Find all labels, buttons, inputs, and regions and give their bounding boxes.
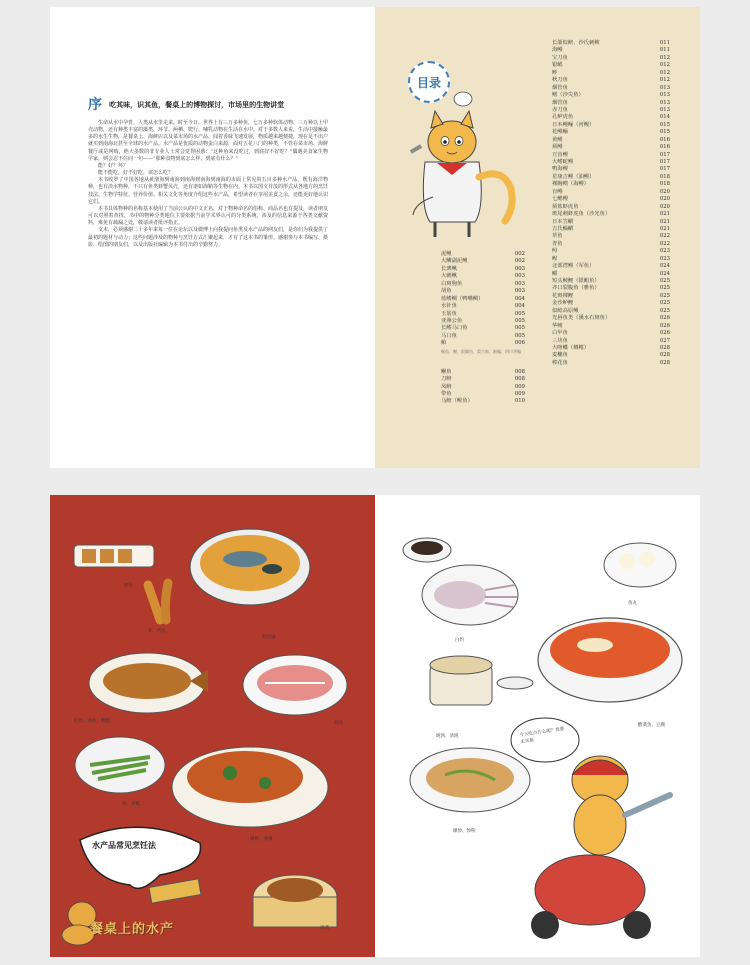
toc-entry-page: 028 bbox=[659, 344, 670, 351]
toc-badge: 目录 bbox=[408, 61, 450, 103]
toc-entry bbox=[552, 300, 670, 307]
toc-entry bbox=[552, 315, 670, 322]
toc-entry-name: 须鲨虾虎鱼 bbox=[552, 203, 579, 210]
toc-entry-name: 烟管鱼 bbox=[552, 99, 568, 106]
cat-head-icon bbox=[428, 121, 476, 163]
toc-entry-name: 凤鲚 bbox=[441, 383, 452, 390]
toc-entry-page: 008 bbox=[514, 368, 525, 375]
toc-entry-name: 花鳗鲡 bbox=[552, 129, 568, 136]
speech-bubble-icon bbox=[454, 92, 472, 106]
toc-entry-name: 玉筋鱼 bbox=[441, 310, 457, 317]
toc-entry bbox=[552, 219, 670, 226]
toc-entry-page: 011 bbox=[659, 40, 670, 46]
toc-entry bbox=[552, 40, 670, 47]
preface-paragraph: 能不能吃，好不好吃，该怎么吃？ bbox=[98, 170, 174, 177]
toc-entry-name: 水针鱼 bbox=[441, 303, 457, 310]
toc-entry-name: 鳚 bbox=[552, 270, 558, 277]
toc-entry-name: 麦穗鱼 bbox=[552, 352, 568, 359]
knife-icon bbox=[410, 144, 422, 153]
stir-fry-greens-icon bbox=[75, 737, 165, 793]
food-label: 鱼丸 bbox=[628, 601, 637, 606]
toc-entry bbox=[552, 92, 670, 99]
toc-entry-name: 须鳗 bbox=[552, 144, 563, 151]
toc-entry-name: 蓝鳍鲷（鸭嘴鲷） bbox=[441, 295, 484, 302]
cooking-methods-page bbox=[50, 495, 375, 957]
preface-paragraph: 本书收罗了中国各地从黄渤海到南海到南海到南海到南海的市面上常见的五百多种水产品，既有海洋物种，也有淡水物种，不只有鱼类虾蟹贝壳，还有诸如海鞘等生物在内。本书以图文并茂的形式从各地方的烹饪技法、生物学特征、营养价值、相关文化等角度介绍这些水产品，希望读者在享用美食之余，还能更好地认识它们。 bbox=[88, 177, 329, 205]
toc-entry bbox=[552, 360, 670, 367]
fried-shrimp-icon bbox=[148, 583, 168, 620]
preface-char: 序 bbox=[88, 97, 102, 113]
toc-entry-page: 003 bbox=[514, 280, 525, 287]
toc-entry-page: 018 bbox=[659, 173, 670, 180]
toc-entry bbox=[441, 258, 525, 265]
toc-entry-name: 胡鱼 bbox=[441, 288, 452, 295]
toc-entry-name: 泥鳅 bbox=[441, 251, 452, 257]
toc-entry bbox=[552, 77, 670, 84]
toc-entry-name: 鳜鱼 bbox=[441, 368, 452, 375]
toc-entry-page: 025 bbox=[659, 307, 670, 314]
fish-soup-pot-icon bbox=[190, 529, 310, 605]
toc-entry bbox=[552, 85, 670, 92]
food-label: 炖汤、清炖 bbox=[436, 734, 459, 739]
toc-entry-name: 鲟 bbox=[552, 248, 558, 255]
preface-paragraph: 生命从水中孕育，人类从水里走来。时至今日，世界上有三万多种鱼，七万多种软体动物、三万种以上甲壳动物，还有种类丰富的藻类、环节、两栖、爬行、哺乳动物在生活在水中。对于多数人来说，生活中接触最多的水生生物，是餐桌上、海鲜店以及菜市场的水产品。闻着香味飞速发展，物质越来越便捷，现在足不出户就买到南海北甚至全球的水产品。水产品是优质的动物蛋白来源，面对五花八门的种类，不管在菜市场、海鲜餐厅或是网购，绝大多数的非专业人士常会觉得困惑：“这种鱼来没吃过，到底好不好吃？”偶遇美食家生物学家，则会忍不住问一句——“那种食物到底怎么样，到底有什么？” bbox=[88, 120, 329, 162]
toc-entry-page: 015 bbox=[659, 121, 670, 128]
grilled-fish-plate-icon bbox=[74, 545, 154, 567]
toc-entry-page: 014 bbox=[659, 114, 670, 121]
toc-entry bbox=[552, 114, 670, 121]
toc-entry-page: 009 bbox=[514, 391, 525, 397]
toc-entry-page: 028 bbox=[659, 352, 670, 359]
toc-entry bbox=[552, 152, 670, 159]
toc-entry-page: 013 bbox=[659, 99, 670, 106]
toc-entry-page: 026 bbox=[659, 322, 670, 329]
fish-ball-bowl-icon bbox=[604, 543, 676, 587]
squid-plate-icon bbox=[422, 565, 518, 625]
toc-entry bbox=[552, 256, 670, 263]
toc-entry bbox=[441, 303, 525, 310]
toc-entry bbox=[441, 288, 525, 295]
toc-entry-page: 021 bbox=[659, 211, 670, 218]
toc-entry-page: 012 bbox=[659, 62, 670, 69]
toc-entry-name: 秋刀鱼 bbox=[552, 77, 568, 84]
toc-page bbox=[375, 7, 700, 468]
toc-entry bbox=[441, 296, 525, 303]
toc-entry-page: 022 bbox=[659, 240, 670, 247]
toc-entry-name: 鸭海鳗 bbox=[552, 166, 568, 173]
toc-entry-page: 025 bbox=[659, 292, 670, 299]
toc-entry-name: 银鲳 bbox=[552, 62, 563, 69]
toc-entry bbox=[552, 196, 670, 203]
food-label: 炒、青椒 bbox=[122, 802, 140, 807]
toc-entry-name: 长鳍马口鱼 bbox=[441, 325, 468, 332]
toc-entry bbox=[552, 263, 670, 270]
toc-entry bbox=[441, 398, 525, 405]
toc-entry-page: 026 bbox=[659, 330, 670, 337]
preface-paragraph: 本书具体物种的名称基本使用了当前公认的中文正名，对于物种命名的俗称、商品名也有提及，读者朋友可以对照着查找。书中的物种分类地位主要依据当前学术界认可的分类系统，涉及的信息来源于各类文献资料，难免有疏漏之处，敬请读者批评指正。 bbox=[88, 205, 329, 227]
toc-left-column bbox=[441, 251, 525, 406]
toc-entry-page: 023 bbox=[659, 255, 670, 262]
toc-entry-page: 006 bbox=[514, 340, 525, 347]
toc-entry-page: 005 bbox=[514, 310, 525, 317]
toc-entry bbox=[552, 248, 670, 255]
toc-entry-name: 花斑裸鲤 bbox=[552, 292, 574, 299]
toc-entry-page: 005 bbox=[514, 325, 525, 332]
toc-entry-name: 长颌似鲚、沙氏刺鲅 bbox=[552, 40, 600, 46]
food-label: 红烧、香煎、糖醋 bbox=[74, 719, 110, 724]
toc-entry bbox=[552, 338, 670, 345]
toc-entry-name: 鲆 bbox=[552, 69, 558, 76]
toc-entry bbox=[441, 376, 525, 383]
toc-entry-page: 011 bbox=[659, 47, 670, 54]
toc-entry-page: 020 bbox=[659, 196, 670, 203]
soup-pot-icon bbox=[430, 656, 533, 705]
toc-entry-name: 三块鱼 bbox=[552, 337, 568, 344]
food-label: 烤鱼 bbox=[124, 584, 133, 589]
food-label: 酸菜鱼、豆腐 bbox=[638, 723, 665, 728]
toc-entry-page: 021 bbox=[659, 225, 670, 232]
toc-entry-page: 004 bbox=[514, 303, 525, 310]
toc-entry bbox=[552, 144, 670, 151]
toc-entry-name: 北部湾鳗（军鱼） bbox=[552, 263, 595, 270]
preface-title: 吃其味，识其鱼，餐桌上的博物探讨，市场里的生物讲堂 bbox=[109, 100, 285, 109]
cooking-method-bubble bbox=[80, 827, 201, 888]
toc-entry bbox=[552, 204, 670, 211]
toc-entry-page: 025 bbox=[659, 285, 670, 292]
toc-entry-name: 日本鳗鲡（河鳗） bbox=[552, 121, 595, 128]
preface-body bbox=[88, 120, 328, 249]
toc-entry-name: 黄鳝 bbox=[552, 136, 563, 143]
food-label: 爆炒、香辣 bbox=[250, 837, 273, 842]
toc-entry-name: 吉氏鲻鳚 bbox=[552, 225, 574, 232]
toc-entry bbox=[552, 345, 670, 352]
toc-entry-page: 012 bbox=[659, 69, 670, 76]
toc-entry bbox=[552, 285, 670, 292]
food-label: 白灼 bbox=[455, 638, 464, 643]
toc-entry-name: 日本笠鳚 bbox=[552, 218, 574, 225]
spicy-crab-plate-icon bbox=[172, 747, 328, 827]
toc-entry-name: 豆齿鳗 bbox=[552, 151, 568, 158]
toc-entry-name: 华鲮 bbox=[552, 322, 563, 329]
toc-entry-name: 裸胸鳝（海鳗） bbox=[552, 181, 590, 188]
toc-entry bbox=[552, 129, 670, 136]
toc-entry-page: 022 bbox=[659, 233, 670, 240]
toc-entry-page: 028 bbox=[659, 359, 670, 366]
toc-entry-page: 025 bbox=[659, 300, 670, 307]
toc-entry-page: 012 bbox=[659, 77, 670, 84]
toc-entry-name: 鳇 bbox=[552, 255, 558, 262]
toc-entry-page: 002 bbox=[514, 251, 525, 257]
toc-entry-page: 009 bbox=[514, 383, 525, 390]
toc-entry-page: 024 bbox=[659, 270, 670, 277]
toc-entry-page: 013 bbox=[659, 106, 670, 113]
toc-entry bbox=[441, 311, 525, 318]
toc-entry bbox=[552, 352, 670, 359]
toc-entry-name: 齐口裂腹鱼（雅鱼） bbox=[552, 285, 600, 292]
food-label: 炸、烤鱼 bbox=[148, 629, 166, 634]
toc-entry bbox=[552, 100, 670, 107]
toc-entry-page: 003 bbox=[514, 288, 525, 295]
toc-entry-page: 020 bbox=[659, 188, 670, 195]
toc-entry bbox=[441, 384, 525, 391]
food-label: 刺身 bbox=[334, 721, 343, 726]
preface-heading bbox=[88, 94, 328, 114]
toc-entry-name: 亚洲公鱼 bbox=[441, 317, 463, 324]
toc-entry-name: 孔鲈虎鱼 bbox=[552, 114, 574, 121]
toc-entry-page: 024 bbox=[659, 263, 670, 270]
toc-entry-name: 短头鲮鲤（银鲳鱼） bbox=[552, 278, 600, 284]
toc-entry bbox=[552, 166, 670, 173]
toc-entry-page: 023 bbox=[659, 248, 670, 255]
toc-entry-name: 大刺鳅 bbox=[441, 273, 457, 280]
toc-entry-name: 星康吉鳗（油鳗） bbox=[552, 173, 595, 180]
toc-entry-page: 003 bbox=[514, 265, 525, 272]
toc-entry bbox=[552, 189, 670, 196]
preface-paragraph: 文末，必须感谢二十多年来每一位在论坛以及微博上向我提问鱼类及水产品的网友们，是你们为我提供了最初的题材与动力；这些问题涉及的物种与烹饪方式汇聚起来，才有了这本书的雏形。感谢参与本书编写、摄影、绘图的朋友们，以及出版社编辑为本书付出的辛勤努力。 bbox=[88, 227, 329, 248]
toc-entry-name: 白斑狗鱼 bbox=[441, 280, 463, 287]
toc-entry bbox=[552, 55, 670, 62]
preface-paragraph: 能？好？坏？ bbox=[98, 162, 129, 169]
toc-entry bbox=[552, 47, 670, 54]
toc-entry-page: 003 bbox=[514, 273, 525, 280]
toc-entry-page: 005 bbox=[514, 332, 525, 339]
toc-entry bbox=[552, 241, 670, 248]
toc-entry bbox=[552, 159, 670, 166]
toc-entry-name: 鳝（沙尖鱼） bbox=[552, 92, 584, 99]
toc-entry-name: 烟管鱼 bbox=[552, 84, 568, 91]
toc-entry-name: 草鱼 bbox=[552, 233, 563, 240]
toc-entry-page: 004 bbox=[514, 295, 525, 302]
toc-entry-name: 海鳗 bbox=[552, 47, 563, 54]
toc-entry-name: 大鳍蛇鳗 bbox=[552, 159, 574, 165]
toc-entry bbox=[552, 271, 670, 278]
toc-entry-page: 013 bbox=[659, 92, 670, 99]
food-illustrations-left bbox=[50, 495, 375, 957]
toc-entry-page: 015 bbox=[659, 129, 670, 136]
toc-entry bbox=[552, 70, 670, 77]
toc-entry-name: 斑尾刺虾虎鱼（沙光鱼） bbox=[552, 211, 611, 218]
toc-entry-name: 宝刀鱼 bbox=[552, 54, 568, 61]
toc-entry-name: 盲鳗 bbox=[552, 188, 563, 195]
sashimi-plate-icon bbox=[243, 655, 347, 715]
toc-entry-name: 长薄鳅 bbox=[441, 265, 457, 272]
toc-entry-name: 金沙鲈鲤 bbox=[552, 300, 574, 307]
toc-entry-page: 018 bbox=[659, 181, 670, 188]
toc-entry-name: 大吻鳠（樽鳍） bbox=[552, 344, 590, 351]
toc-entry-page: 008 bbox=[514, 376, 525, 383]
toc-entry bbox=[552, 62, 670, 69]
toc-entry bbox=[552, 330, 670, 337]
toc-entry-page: 025 bbox=[659, 278, 670, 284]
toc-entry bbox=[441, 325, 525, 332]
sauce-dish-icon bbox=[403, 538, 451, 562]
toc-entry-name: 赤刀鱼 bbox=[552, 106, 568, 113]
toc-entry-page: 027 bbox=[659, 337, 670, 344]
toc-entry-page: 016 bbox=[659, 144, 670, 151]
cooking-methods-title: 水产品常见烹饪法 bbox=[92, 841, 156, 850]
toc-entry-name: 刀鲚 bbox=[441, 376, 452, 383]
toc-entry-name: 带鱼 bbox=[441, 391, 452, 397]
toc-entry-page: 017 bbox=[659, 166, 670, 173]
toc-entry-page: 010 bbox=[514, 398, 525, 405]
toc-entry-name: 青鱼 bbox=[552, 240, 563, 247]
noodle-plate-icon bbox=[410, 748, 530, 812]
steamer-basket-icon bbox=[253, 875, 337, 927]
toc-entry-name: 光唇鱼类（溪水石斑鱼） bbox=[552, 315, 611, 322]
toc-entry-page: 021 bbox=[659, 218, 670, 225]
toc-entry-page: 020 bbox=[659, 203, 670, 210]
cat-scooter-icon bbox=[531, 756, 670, 939]
toc-entry-name: 似鲶高原鳅 bbox=[552, 307, 579, 314]
toc-entry bbox=[441, 333, 525, 340]
toc-entry-page: 013 bbox=[659, 84, 670, 91]
toc-entry bbox=[441, 273, 525, 280]
pickled-fish-bowl-icon bbox=[538, 618, 682, 702]
toc-entry-page: 005 bbox=[514, 317, 525, 324]
toc-entry-page: 017 bbox=[659, 159, 670, 165]
toc-entry bbox=[441, 281, 525, 288]
cat-tail bbox=[479, 174, 512, 221]
toc-entry bbox=[552, 211, 670, 218]
food-label: 爆炒、炒粉 bbox=[453, 829, 476, 834]
toc-entry bbox=[552, 122, 670, 129]
toc-entry-name: 马鲛（鲅鱼） bbox=[441, 398, 473, 405]
food-label: 清蒸 bbox=[320, 926, 329, 931]
toc-entry-page: 002 bbox=[514, 258, 525, 265]
toc-entry bbox=[552, 226, 670, 233]
braised-fish-plate-icon bbox=[89, 653, 208, 713]
toc-entry bbox=[441, 369, 525, 376]
toc-entry-name: 棒花鱼 bbox=[552, 359, 568, 366]
toc-entry-page: 016 bbox=[659, 136, 670, 143]
toc-entry-name: 马口鱼 bbox=[441, 332, 457, 339]
toc-note: 鳜鱼、鳡、银飘鱼、蒙古鲌、鲂鳊、四川华鳊 bbox=[441, 348, 521, 354]
toc-entry bbox=[441, 340, 525, 347]
toc-entry-name: 白甲鱼 bbox=[552, 330, 568, 337]
food-label: 鲜鱼锅 bbox=[262, 635, 276, 640]
toc-entry bbox=[552, 233, 670, 240]
toc-entry-name: 大鳞副泥鳅 bbox=[441, 258, 468, 265]
dried-fish-box-icon bbox=[149, 879, 201, 903]
toc-entry bbox=[552, 181, 670, 188]
toc-entry bbox=[552, 137, 670, 144]
series-title: 餐桌上的水产 bbox=[90, 922, 175, 937]
toc-entry-page: 017 bbox=[659, 151, 670, 158]
toc-entry-name: 鲌 bbox=[441, 340, 447, 347]
speech-text: 今天吃点什么呢？我要去买鱼 bbox=[519, 727, 565, 745]
toc-entry-page: 012 bbox=[659, 54, 670, 61]
toc-entry-name: 七鳃鳗 bbox=[552, 196, 568, 203]
toc-right-column bbox=[552, 40, 670, 367]
toc-entry-page: 026 bbox=[659, 315, 670, 322]
toc-entry bbox=[552, 323, 670, 330]
